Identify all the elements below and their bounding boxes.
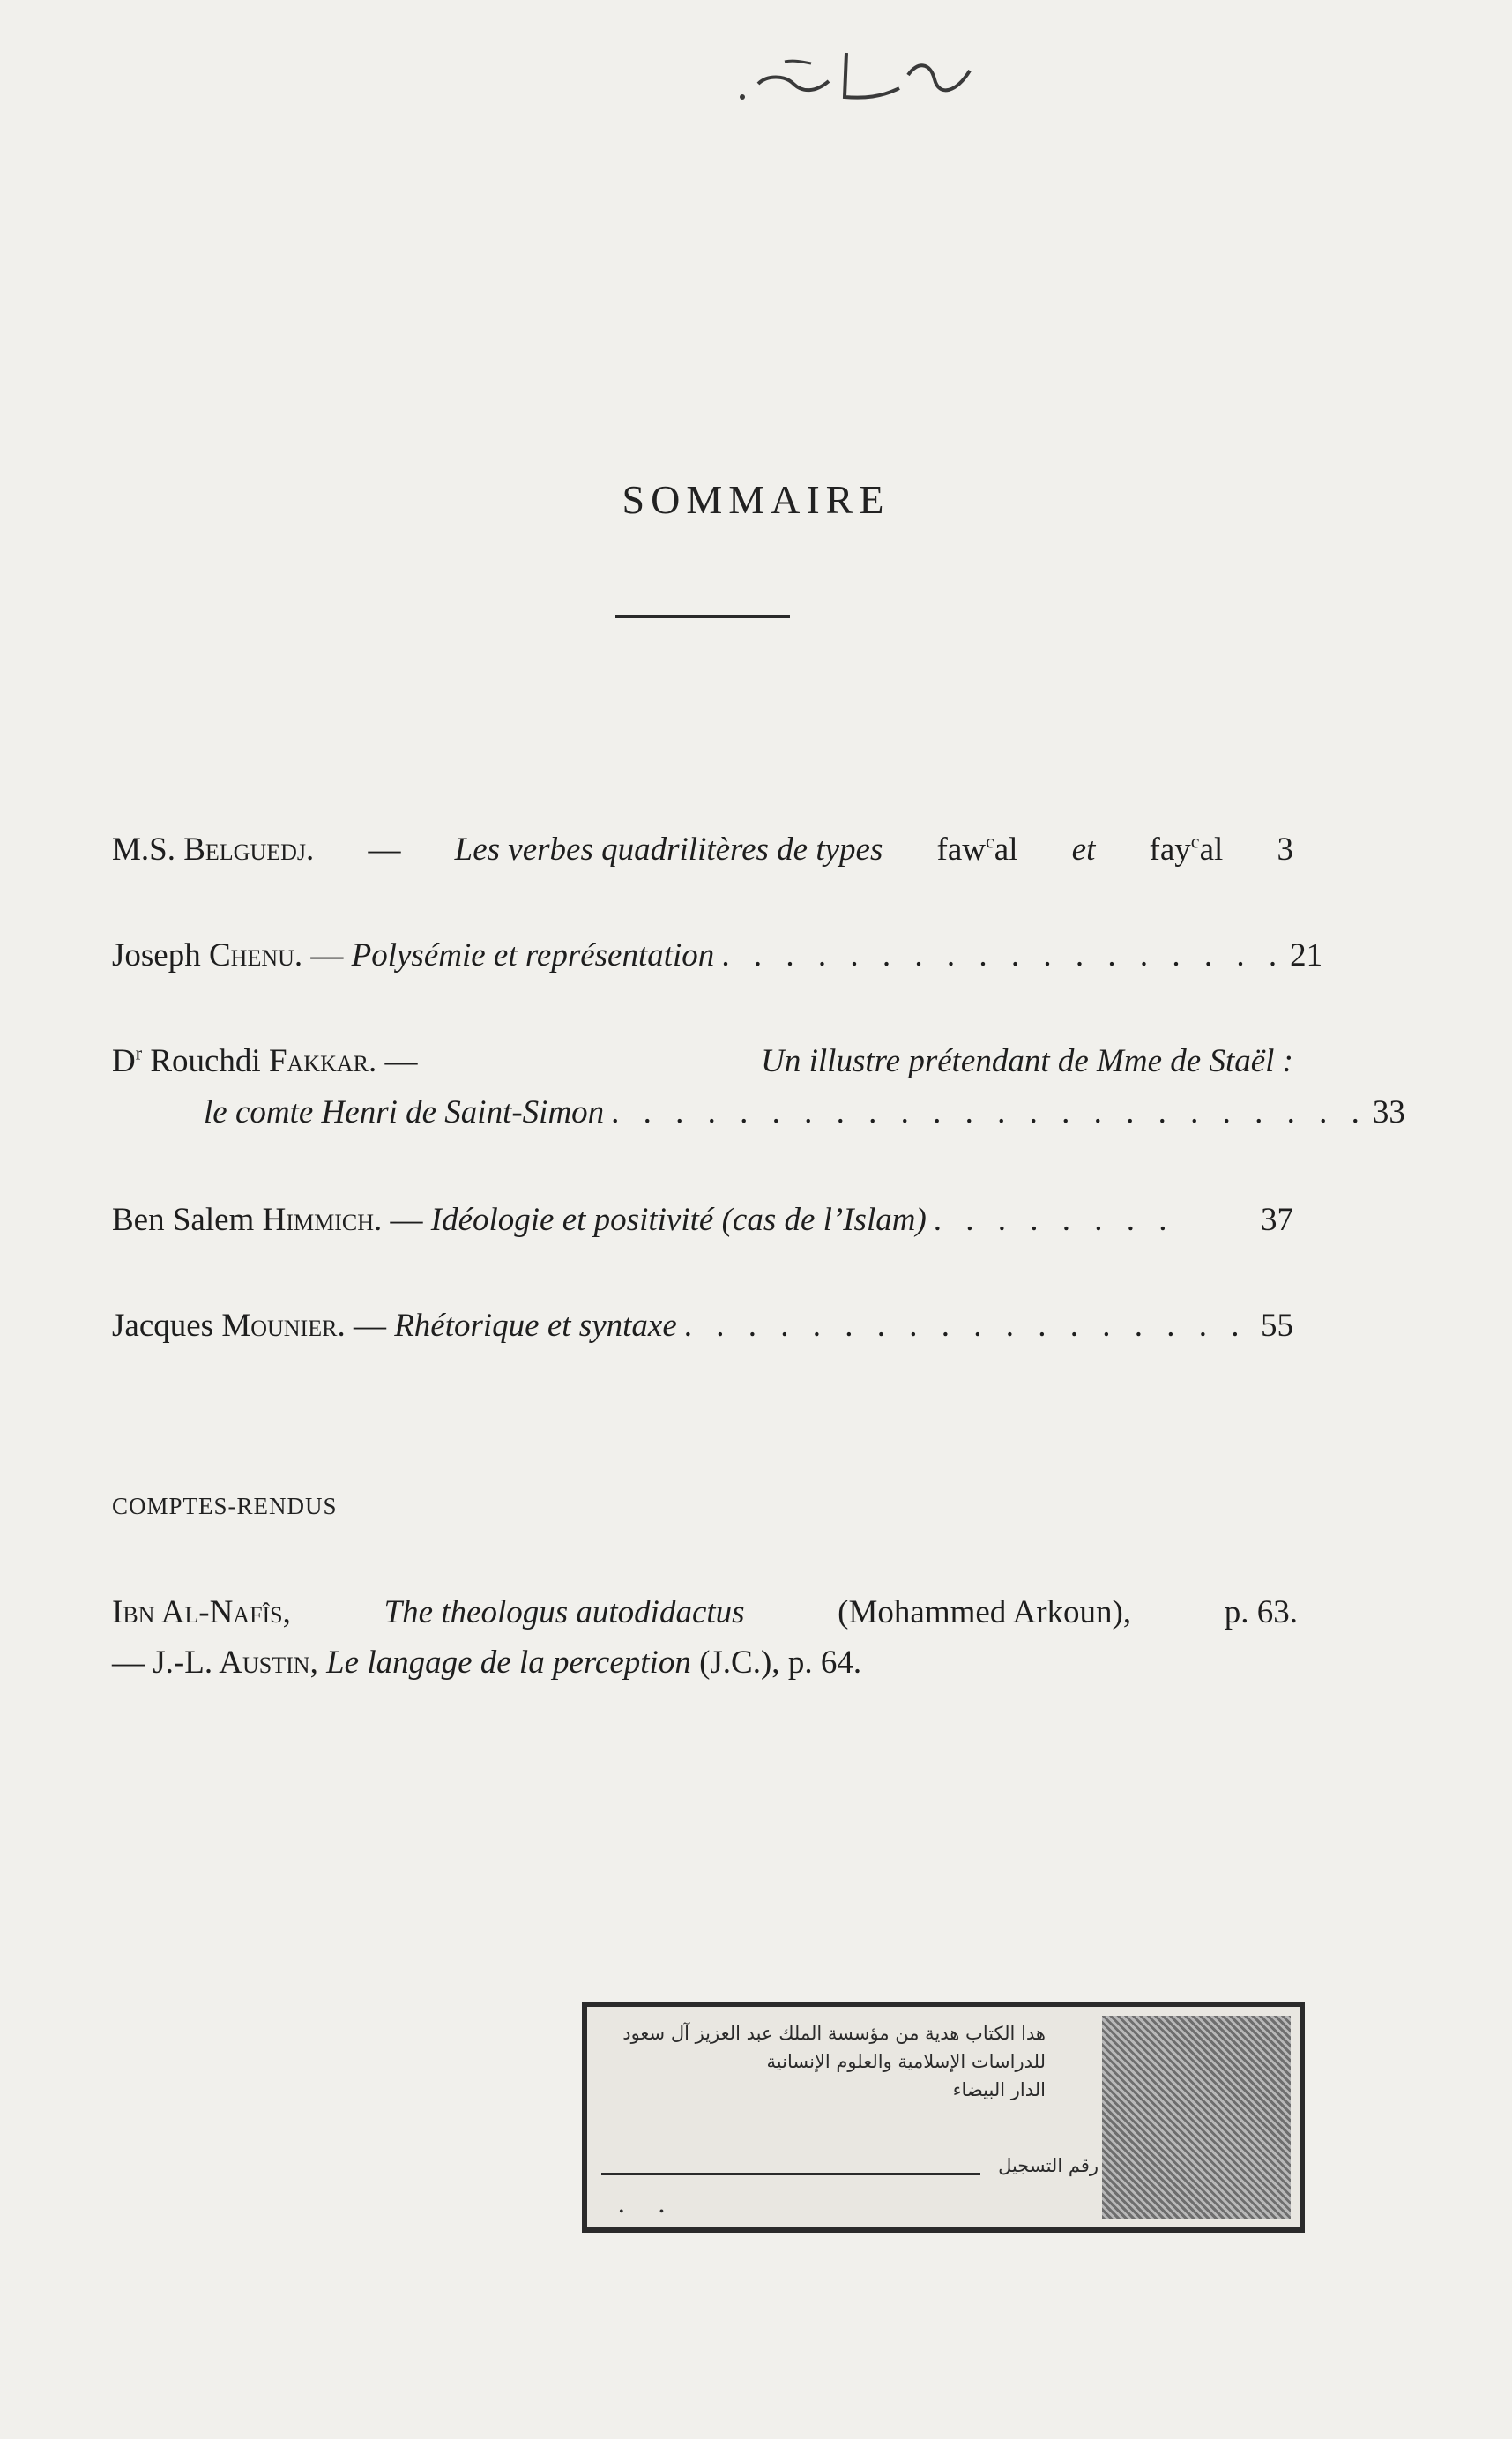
- handwritten-annotation: [732, 35, 996, 115]
- stamp-emblem-image: [1102, 2016, 1291, 2219]
- stamp-dots: • •: [619, 2204, 681, 2219]
- term-fayal: fay$^c$al: [1149, 830, 1224, 868]
- leader-dots: . . . . . . . . . . . . . . . . . .: [683, 1308, 1248, 1344]
- dash: —: [368, 832, 401, 868]
- toc-entry-belguedj: [112, 829, 1293, 871]
- page-number: 21: [1290, 937, 1323, 973]
- author: M.S. Belguedj.: [112, 832, 315, 868]
- page-title: SOMMAIRE: [622, 477, 890, 522]
- stamp-registration-label: رقم التسجيل: [998, 2155, 1099, 2176]
- author: Jacques Mounier. — Rhétorique et syntaxe: [112, 1308, 677, 1344]
- review-line-2: — J.-L. Austin, Le langage de la perception (J.C.), p. 64.: [112, 1645, 862, 1681]
- toc-entry-himmich: [112, 1199, 1293, 1242]
- article-title: Polysémie et représentation: [351, 937, 715, 973]
- leader-dots: . . . . . . . .: [933, 1202, 1175, 1238]
- article-title-line2: le comte Henri de Saint-Simon: [204, 1094, 605, 1130]
- article-title: Idéologie et positivité (cas de l’Islam): [430, 1202, 927, 1238]
- section-heading-reviews: COMPTES-RENDUS: [112, 1493, 338, 1519]
- article-title: Rhétorique et syntaxe: [394, 1308, 677, 1344]
- reviews-block: [112, 1587, 1298, 1688]
- page-number: 3: [1277, 832, 1293, 868]
- article-title: Les verbes quadrilitères de types: [454, 832, 883, 868]
- title-underline: [615, 615, 790, 618]
- author: Joseph Chenu. — Polysémie et représentation: [112, 937, 715, 973]
- article-title-line1: Un illustre prétendant de Mme de Staël :: [761, 1043, 1293, 1079]
- leader-dots: . . . . . . . . . . . . . . . . . . . . . . . .: [611, 1094, 1367, 1130]
- author: $D^r$ Rouchdi Fakkar. —: [112, 1041, 418, 1079]
- page-number: 37: [1261, 1202, 1293, 1238]
- library-stamp: [582, 2002, 1305, 2233]
- page-number: 33: [1372, 1094, 1405, 1130]
- page-number: 55: [1261, 1308, 1293, 1344]
- term-fawal: faw$^c$al: [936, 830, 1018, 868]
- toc-entry-chenu: [112, 935, 1323, 977]
- stamp-registration-line: [601, 2173, 980, 2175]
- leader-dots: . . . . . . . . . . . . . . . . . .: [721, 937, 1285, 973]
- toc-entry-mounier: [112, 1305, 1293, 1347]
- review-line-1: Ibn Al-Nafîs, The theologus autodidactus (Mohammed Arkoun), p. 63.: [112, 1594, 1298, 1630]
- conjunction: et: [1071, 832, 1096, 868]
- toc-entry-fakkar: [112, 1040, 1405, 1134]
- stamp-text: هدا الكتاب هدية من مؤسسة الملك عبد العزيز آل سعود للدراسات الإسلامية والعلوم الإنسانية الدار البيضاء: [622, 2023, 1046, 2100]
- author: Ben Salem Himmich. — Idéologie et positivité (cas de l’Islam): [112, 1202, 927, 1238]
